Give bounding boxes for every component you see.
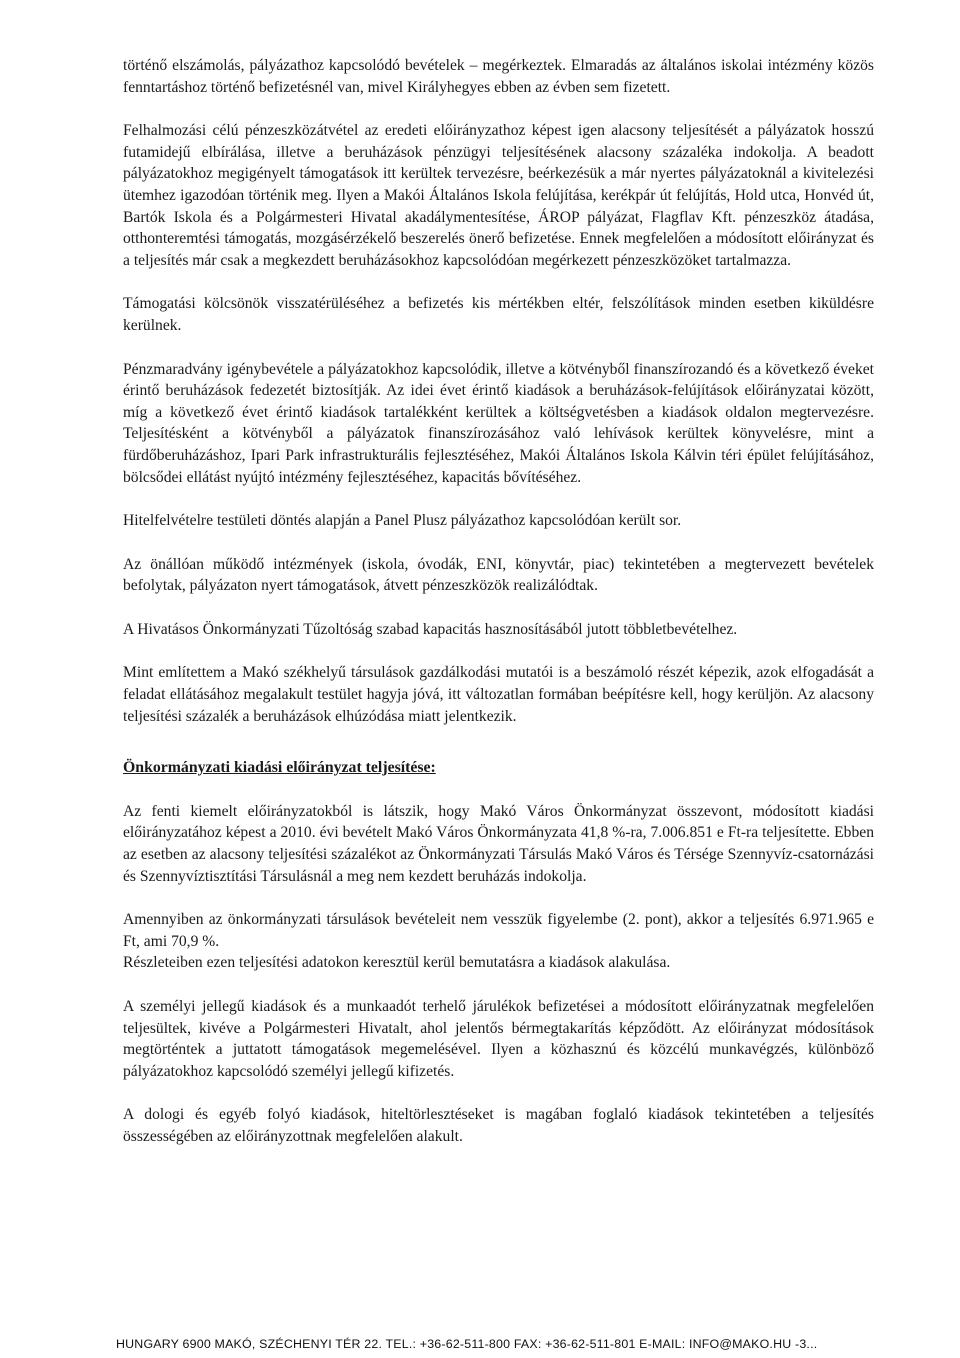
- paragraph-cash-residue: Pénzmaradvány igénybevétele a pályázatokhoz kapcsolódik, illetve a kötvényből finanszírozandó és a következő éveket érintő beruházások fedezetét biztosítják. Az idei évet érintő kiadások a beruházások-felújítások előirányzatai között, míg a következő évet érintő kiadások tartalékként kerültek a költségvetésben a kiadások oldalon megtervezésre. Teljesítésként a kötvényből a pályázatok finanszírozásához való lehívások kerültek könyvelésre, mint a fürdőberuházáshoz, Ipari Park infrastrukturális fejlesztéséhez, Makói Általános Iskola Kálvin téri épület felújításához, bölcsődei ellátást nyújtó intézmény fejlesztéséhez, kapacitás bővítéséhez.: [123, 360, 874, 486]
- paragraph-personnel-costs: A személyi jellegű kiadások és a munkaadót terhelő járulékok befizetései a módosított előirányzatnak megfelelően teljesültek, kivéve a Polgármesteri Hivatalt, ahol jelentős bérmegtakarítás képződött. Az előirányzat módosítások megtörténtek a juttatott támogatások megemelésével. Ilyen a közhasznú és közcélú munkavégzés, különböző pályázatokhoz kapcsolódó személyi jellegű kifizetés.: [123, 998, 874, 1080]
- document-page: [123, 55, 874, 1170]
- paragraph-expenditure-details: Részleteiben ezen teljesítési adatokon keresztül kerül bemutatásra a kiadások alakulása.: [123, 954, 671, 972]
- paragraph-capital-transfers: Felhalmozási célú pénzeszközátvétel az eredeti előirányzathoz képest igen alacsony teljesítését a pályázatok hosszú futamidejű elbírálása, illetve a beruházások pénzügyi teljesítésének alacsony százaléka indokolja. A beadott pályázatokhoz megigényelt támogatások itt kerültek tervezésre, beérkezésük a már nyertes pályázatoknál a kivitelezési ütemhez igazodóan történik meg. Ilyen a Makói Általános Iskola felújítása, kerékpár út felújítás, Hold utca, Honvéd út, Bartók Iskola és a Polgármesteri Hivatal akadálymentesítése, ÁROP pályázat, Flagflav Kft. pénzeszköz átadása, otthonteremtési támogatás, mozgásérzékelő beszerelés önerő befizetése. Ennek megfelelően a módosított előirányzat és a teljesítés már csak a megkezdett beruházásokhoz kapcsolódóan megérkezett pénzeszközöket tartalmazza.: [123, 122, 874, 269]
- paragraph-associations: Mint említettem a Makó székhelyű társulások gazdálkodási mutatói is a beszámoló részét képezik, azok elfogadását a feladat ellátásához megalakult testület hagyja jóvá, itt változatlan formában beépítésre kell, hogy kerüljön. Az alacsony teljesítési százalék a beruházások elhúzódása miatt jelentkezik.: [123, 664, 874, 725]
- paragraph-independent-institutions: Az önállóan működő intézmények (iskola, óvodák, ENI, könyvtár, piac) tekintetében a megtervezett bevételek befolytak, pályázaton nyert támogatások, átvett pénzeszközök realizálódtak.: [123, 555, 874, 595]
- paragraph-material-costs: A dologi és egyéb folyó kiadások, hiteltörlesztéseket is magában foglaló kiadások tekintetében a teljesítés összességében az előirányzottnak megfelelően alakult.: [123, 1106, 874, 1145]
- paragraph-credit-intake: Hitelfelvételre testületi döntés alapján a Panel Plusz pályázathoz kapcsolódóan került sor.: [123, 512, 682, 530]
- section-heading: Önkormányzati kiadási előirányzat teljesítése:: [123, 759, 436, 777]
- paragraph-intake-settlement: történő elszámolás, pályázathoz kapcsolódó bevételek – megérkeztek. Elmaradás az általános iskolai intézmény közös fenntartáshoz történő befizetésnél van, mivel Királyhegyes ebben az évben sem fizetett.: [123, 57, 874, 96]
- paragraph-fire-brigade: A Hivatásos Önkormányzati Tűzoltóság szabad kapacitás hasznosításából jutott többletbevételhez.: [123, 620, 738, 638]
- page-footer: HUNGARY 6900 MAKÓ, SZÉCHENYI TÉR 22. TEL.: +36-62-511-800 FAX: +36-62-511-801 E-MAIL: INFO@MAKO.HU -3...: [116, 1337, 818, 1351]
- paragraph-expenditure-excluding: Amennyiben az önkormányzati társulások bevételeit nem vesszük figyelembe (2. pont), akkor a teljesítés 6.971.965 e Ft, ami 70,9 %.: [123, 911, 874, 950]
- paragraph-expenditure-summary: Az fenti kiemelt előirányzatokból is látszik, hogy Makó Város Önkormányzat összevont, módosított kiadási előirányzatához képest a 2010. évi bevételt Makó Város Önkormányzata 41,8 %-ra, 7.006.851 e Ft-ra teljesítette. Ebben az esetben az alacsony teljesítési százalékot az Önkormányzati Társulás Makó Város és Térsége Szennyvíz-csatornázási és Szennyvíztisztítási Társulásnál a meg nem kezdett beruházás indokolja.: [123, 802, 874, 885]
- paragraph-support-loans: Támogatási kölcsönök visszatérüléséhez a befizetés kis mértékben eltér, felszólítások minden esetben kiküldésre kerülnek.: [123, 295, 874, 334]
